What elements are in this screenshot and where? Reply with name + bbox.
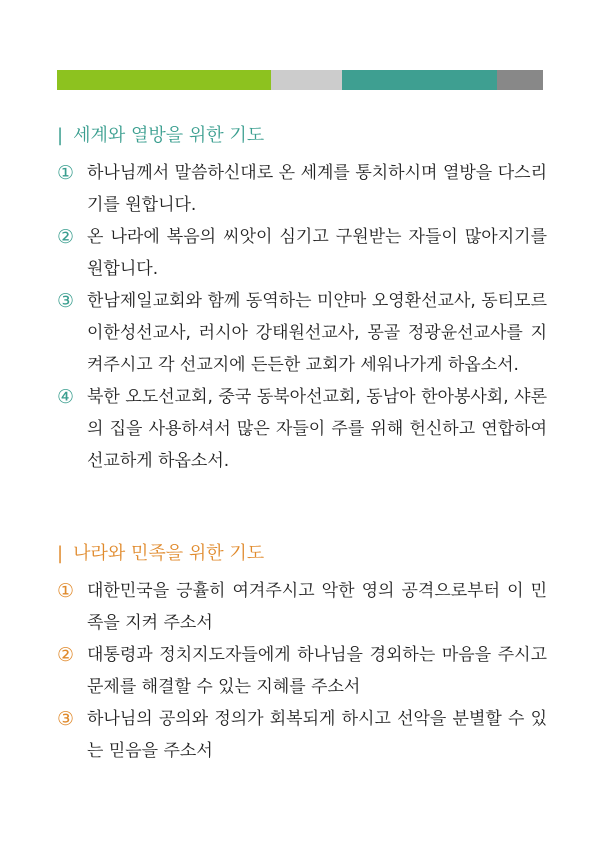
- decorative-color-bar: [57, 70, 543, 90]
- prayer-item: [57, 381, 547, 477]
- section-heading: [57, 539, 547, 569]
- item-text: 북한 오도선교회, 중국 동북아선교회, 동남아 한아봉사회, 샤론의 집을 사용하셔서 많은 자들이 주를 위해 헌신하고 연합하여 선교하게 하옵소서.: [87, 387, 547, 471]
- item-text: 한남제일교회와 함께 동역하는 미얀마 오영환선교사, 동티모르 이한성선교사, 러시아 강태원선교사, 몽골 정광윤선교사를 지켜주시고 각 선교지에 든든한 교회가 세워나가게 하옵소서.: [87, 291, 547, 375]
- world-prayer-section: [57, 121, 547, 477]
- section-heading: [57, 121, 547, 151]
- item-number: ④: [57, 386, 75, 408]
- prayer-list: [57, 157, 547, 477]
- prayer-item: [57, 575, 547, 639]
- prayer-list: [57, 575, 547, 767]
- item-number: ②: [57, 644, 75, 666]
- color-bar-green: [57, 70, 271, 90]
- item-text: 하나님의 공의와 정의가 회복되게 하시고 선악을 분별할 수 있는 믿음을 주소서: [87, 709, 547, 761]
- item-number: ①: [57, 162, 75, 184]
- color-bar-teal: [342, 70, 497, 90]
- heading-bar-icon: |: [57, 125, 64, 146]
- prayer-item: [57, 703, 547, 767]
- section-heading-text: 세계와 열방을 위한 기도: [73, 125, 265, 146]
- prayer-item: [57, 639, 547, 703]
- item-number: ②: [57, 226, 75, 248]
- item-number: ①: [57, 580, 75, 602]
- color-bar-gray: [271, 70, 342, 90]
- item-number: ③: [57, 708, 75, 730]
- item-text: 대통령과 정치지도자들에게 하나님을 경외하는 마음을 주시고 문제를 해결할 수 있는 지혜를 주소서: [87, 645, 547, 697]
- item-text: 하나님께서 말씀하신대로 온 세계를 통치하시며 열방을 다스리기를 원합니다.: [87, 163, 547, 215]
- prayer-item: [57, 221, 547, 285]
- heading-bar-icon: |: [57, 543, 64, 564]
- prayer-item: [57, 157, 547, 221]
- prayer-item: [57, 285, 547, 381]
- item-number: ③: [57, 290, 75, 312]
- nation-prayer-section: [57, 539, 547, 767]
- section-heading-text: 나라와 민족을 위한 기도: [73, 543, 265, 564]
- item-text: 온 나라에 복음의 씨앗이 심기고 구원받는 자들이 많아지기를 원합니다.: [87, 227, 547, 279]
- color-bar-dark-gray: [497, 70, 543, 90]
- item-text: 대한민국을 긍휼히 여겨주시고 악한 영의 공격으로부터 이 민족을 지켜 주소서: [87, 581, 547, 633]
